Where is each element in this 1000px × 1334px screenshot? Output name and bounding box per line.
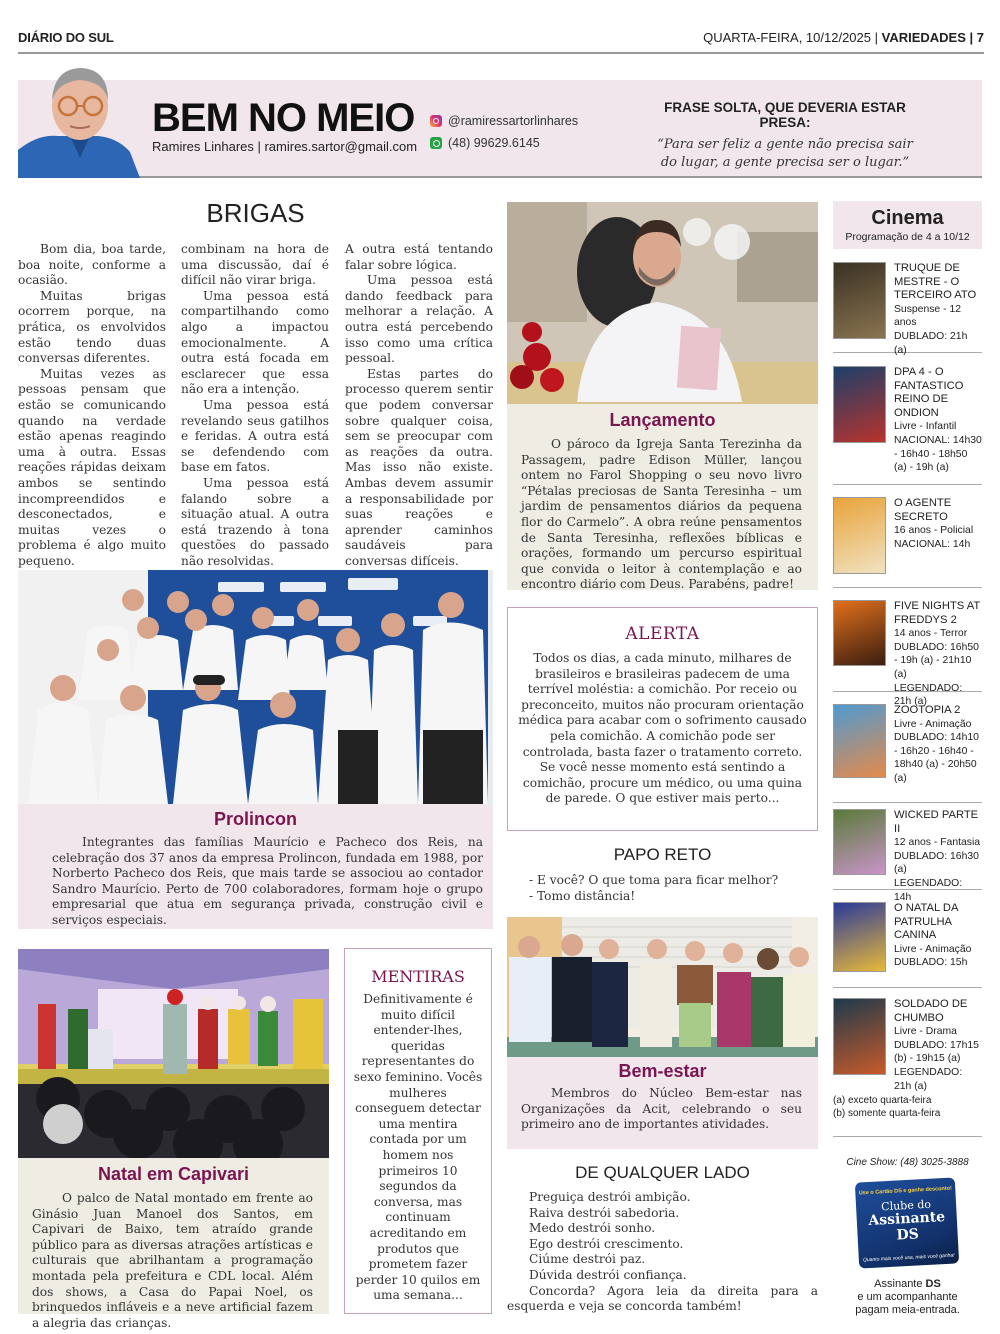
column-byline: Ramires Linhares | ramires.sartor@gmail.com — [152, 139, 418, 154]
paragraph: Uma pessoa está falando sobre a situação atual. A outra está trazendo à tona questões do passado não resolvidas. — [181, 475, 329, 568]
movie-item — [833, 809, 982, 903]
paragraph: Bom dia, boa tarde, boa noite, conforme a ocasião. — [18, 242, 166, 288]
movie-poster — [833, 809, 886, 875]
legend-b: (b) somente quarta-feira — [833, 1108, 941, 1119]
natal-text — [18, 1185, 329, 1331]
papo-reto — [507, 845, 818, 904]
paragraph: Membros do Núcleo Bem-estar nas Organizações da Acit, celebrando o seu primeiro ano de importantes atividades. — [521, 1086, 802, 1132]
alerta-text: Todos os dias, a cada minuto, milhares de brasileiros e brasileiras padecem de uma terrível moléstia: a comichão. Por receio ou preconceito, muitos não procuram orientação médica para acabar com o sofrimento causado pela comichão. A comichão pode ser controlada, basta fazer o tratamento correto. Se você nesse momento está sentindo a comichão, procure um médico, ou uma quina de parede. O que estiver mais perto... — [518, 651, 807, 806]
page-number: | 7 — [969, 30, 984, 45]
mentiras-title: MENTIRAS — [371, 967, 465, 986]
movie-info — [886, 704, 982, 802]
section-name: VARIEDADES — [881, 30, 966, 45]
instagram-handle: @ramiressartorlinhares — [448, 114, 579, 128]
paragraph: A outra está tentando falar sobre lógica. — [345, 242, 493, 272]
social-contacts — [430, 110, 578, 154]
movie-times: DUBLADO: 15h — [894, 957, 968, 969]
paragraph: O pároco da Igreja Santa Terezinha da Passagem, padre Edison Müller, lançou ontem no Farol Shopping o seu novo livro “Pétalas preciosas de Santa Teresinha – um jardim de pensamentos diários da pequena flor do Carmelo”. A obra reúne pensamentos de Santa Teresinha, reflexões bíblicas e orações, formando um percurso espiritual que convida o leitor à contemplação e ao encontro diário com Deus. Parabéns, padre! — [521, 437, 802, 592]
column-title: BEM NO MEIO — [152, 96, 415, 140]
dql-line: Ciúme destrói paz. — [529, 1252, 646, 1267]
movie-info — [886, 902, 982, 987]
lancamento-title: Lançamento — [609, 410, 716, 430]
whatsapp-number: (48) 99629.6145 — [448, 136, 540, 150]
movie-genre: Livre - Drama — [894, 1026, 957, 1038]
assinante-bold: DS — [925, 1278, 941, 1290]
masthead — [18, 30, 984, 54]
card-top-text: Use o Cartão DS e ganhe desconto! — [858, 1185, 953, 1197]
lancamento-text — [507, 431, 818, 593]
movie-info — [886, 262, 982, 356]
dialogue-line: - Tomo distância! — [529, 888, 636, 903]
instagram-icon — [430, 115, 442, 127]
dql-text — [507, 1190, 818, 1315]
movie-info — [886, 497, 982, 587]
paragraph: Integrantes das famílias Maurício e Pacheco dos Reis, na celebração dos 37 anos da empresa Prolincon, fundada em 1988, por Norberto Pacheco dos Reis, que mais tarde se associou ao contador Sandro Maurício. Perto de 700 colaboradores, formam hoje o grupo empresarial que atua em segurança privada, construção civil e serviços especiais. — [52, 835, 483, 927]
movie-genre: Livre - Infantil — [894, 421, 957, 433]
frase-solta — [640, 100, 930, 172]
movie-title: FIVE NIGHTS AT FREDDYS 2 — [894, 600, 980, 626]
paper-name: DIÁRIO DO SUL — [18, 30, 114, 45]
cinema-title: Cinema — [871, 207, 944, 229]
whatsapp-contact — [430, 132, 578, 154]
movie-info — [886, 809, 982, 903]
paragraph: Muitas brigas ocorrem porque, na prática, os envolvidos estão tendo duas conversas diferentes. — [18, 288, 166, 366]
movie-item — [833, 902, 982, 988]
cinema-header — [833, 201, 982, 249]
mentiras-text: Definitivamente é muito difícil entender-lhes, queridas representantes do sexo feminino. Vocês mulheres conseguem detectar uma mentira contada por um homem nos primeiros 10 segundos da conversa, mas continuam acreditando em produtos que prometem fazer perder 10 quilos em uma semana... — [353, 992, 483, 1303]
prolincon-text — [18, 830, 493, 929]
dql-title: DE QUALQUER LADO — [575, 1163, 750, 1182]
mentiras-box — [344, 948, 492, 1314]
natal-photo — [18, 949, 329, 1158]
natal-title: Natal em Capivari — [97, 1164, 250, 1184]
brigas-column-2 — [181, 242, 329, 616]
movie-poster — [833, 366, 886, 443]
movie-item — [833, 497, 982, 588]
brigas-column-3 — [345, 242, 493, 616]
cinema-subtitle: Programação de 4 a 10/12 — [845, 231, 970, 243]
movie-title: TRUQUE DE MESTRE - O TERCEIRO ATO — [894, 262, 977, 302]
card-bottom-text: Quanto mais você usa, mais você ganha! — [862, 1252, 955, 1264]
movie-genre: 14 anos - Terror — [894, 628, 968, 640]
bem-estar-caption — [507, 1057, 818, 1149]
movie-item — [833, 704, 982, 803]
movie-title: ZOOTOPIA 2 — [894, 704, 961, 716]
prolincon-title: Prolincon — [213, 809, 297, 829]
movie-times: DUBLADO: 17h15 (b) - 19h15 (a) — [894, 1039, 979, 1065]
paragraph: Uma pessoa está revelando seus gatilhos e feridas. A outra está se defendendo com base em fatos. — [181, 397, 329, 475]
dql-line: Raiva destrói sabedoria. — [529, 1205, 680, 1220]
bem-estar-text — [507, 1082, 818, 1133]
movie-genre: Livre - Animação — [894, 943, 972, 955]
dql-line: Dúvida destrói confiança. — [529, 1267, 687, 1282]
assinante-line3: pagam meia-entrada. — [855, 1304, 960, 1316]
alerta-box — [507, 607, 818, 831]
frase-heading: FRASE SOLTA, QUE DEVERIA ESTAR PRESA: — [664, 100, 906, 130]
movie-genre: Suspense - 12 anos — [894, 303, 962, 329]
paragraph: Muitas vezes as pessoas pensam que estão se comunicando quando na verdade estão apenas reagindo uma à outra. Essas reações rápidas deixam ambos se sentindo incompreendidos e desconectados, e muitas vezes o problema é algo muito pequeno. — [18, 366, 166, 568]
movie-times: NACIONAL: 14h30 - 16h40 - 18h50 (a) - 19h (a) — [894, 434, 982, 474]
assinante-pre: Assinante — [874, 1278, 926, 1290]
movie-genre: 12 anos - Fantasia — [894, 837, 981, 849]
alerta-title: ALERTA — [625, 624, 700, 644]
movie-item — [833, 262, 982, 356]
instagram-contact — [430, 110, 578, 132]
paragraph: combinam na hora de uma discussão, daí é difícil não virar briga. — [181, 242, 329, 288]
assinante-line2: e um acompanhante — [857, 1291, 958, 1303]
movie-poster — [833, 497, 886, 574]
divider — [833, 1136, 982, 1137]
card-line1: Clube do — [880, 1197, 932, 1214]
bem-estar-title: Bem-estar — [618, 1061, 707, 1081]
movie-item — [833, 366, 982, 485]
brigas-column-1 — [18, 242, 166, 601]
frase-line: “Para ser feliz a gente não precisa sair — [657, 137, 913, 152]
clube-assinante-card — [855, 1177, 959, 1268]
paragraph: Uma pessoa está compartilhando como algo a impactou emocionalmente. A outra está focada em esclarecer que essa não era a intenção. — [181, 288, 329, 397]
lancamento-caption — [507, 404, 818, 590]
prolincon-photo — [18, 570, 493, 804]
movie-times: LEGENDADO: 21h (a) — [894, 682, 963, 708]
de-qualquer-lado — [507, 1163, 818, 1315]
columnist-photo — [18, 62, 140, 178]
edition-date: QUARTA-FEIRA, 10/12/2025 | — [703, 30, 878, 45]
cine-show-phone: Cine Show: (48) 3025-3888 — [846, 1157, 969, 1168]
whatsapp-icon — [430, 137, 442, 149]
movie-title: DPA 4 - O FANTASTICO REINO DE ONDION — [894, 366, 964, 419]
dql-line: Medo destrói sonho. — [529, 1221, 656, 1236]
papo-reto-title: PAPO RETO — [613, 845, 712, 864]
legend-a: (a) exceto quarta-feira — [833, 1095, 932, 1106]
natal-caption — [18, 1158, 329, 1330]
paragraph: O palco de Natal montado em frente ao Ginásio Juan Manoel dos Santos, em Capivari de Baixo, tem atraído grande público para as diversas atrações artísticas e culturais que abrilhantam a programação montada pela prefeitura e CDL local. Além dos shows, a Casa do Papai Noel, os brinquedos infláveis e a neve artificial fazem a alegria das crianças. — [32, 1191, 313, 1330]
papo-reto-text — [507, 873, 818, 904]
prolincon-caption — [18, 804, 493, 929]
dialogue-line: - E você? O que toma para ficar melhor? — [529, 873, 779, 887]
page-info — [703, 30, 984, 45]
movie-poster — [833, 600, 886, 666]
movie-poster — [833, 704, 886, 778]
movie-title: O AGENTE SECRETO — [894, 497, 952, 523]
movie-times: LEGENDADO: 21h (a) — [894, 1066, 963, 1092]
cinema-legend — [833, 1094, 940, 1120]
dql-line: Preguiça destrói ambição. — [529, 1190, 691, 1204]
movie-times: NACIONAL: 14h — [894, 538, 971, 550]
movie-times: LEGENDADO: 14h — [894, 877, 963, 903]
paragraph: Estas partes do processo querem sentir que podem conversar sobre qualquer coisa, sem se preocupar com as reações da outra. Mas isso não existe. Ambas devem assumir a responsabilidade por suas reações e aprender caminhos saudáveis para conversas difíceis. — [345, 366, 493, 568]
brigas-title: BRIGAS — [206, 198, 305, 228]
bem-estar-photo — [507, 917, 818, 1057]
movie-genre: Livre - Animação — [894, 718, 972, 730]
movie-title: WICKED PARTE II — [894, 809, 979, 835]
movie-times: DUBLADO: 16h50 - 19h (a) - 21h10 (a) — [894, 641, 979, 680]
movie-info — [886, 600, 982, 708]
movie-item — [833, 600, 982, 708]
dql-line: Ego destrói crescimento. — [529, 1236, 684, 1251]
movie-title: O NATAL DA PATRULHA CANINA — [894, 902, 958, 942]
movie-genre: 16 anos - Policial — [894, 525, 974, 537]
movie-times: DUBLADO: 16h30 (a) — [894, 850, 979, 876]
movie-poster — [833, 262, 886, 339]
movie-title: SOLDADO DE CHUMBO — [894, 998, 968, 1024]
movie-poster — [833, 902, 886, 972]
movie-poster — [833, 998, 886, 1075]
assinante-note — [833, 1278, 982, 1317]
movie-info — [886, 998, 982, 1092]
card-line2: Assinante DS — [868, 1209, 946, 1244]
movie-times: DUBLADO: 14h10 - 16h20 - 16h40 - 18h40 (a) - 20h50 (a) — [894, 732, 979, 784]
movie-item — [833, 998, 982, 1092]
lancamento-photo — [507, 202, 818, 404]
paragraph: Uma pessoa está dando feedback para melhorar a relação. A outra está percebendo isso como uma crítica pessoal. — [345, 273, 493, 366]
movie-times: DUBLADO: 21h (a) — [894, 330, 968, 356]
frase-line: do lugar, a gente precisa ser o lugar.” — [660, 155, 910, 170]
frase-quote — [640, 136, 930, 172]
movie-info — [886, 366, 982, 484]
dql-line: Concorda? Agora leia da direita para a esquerda e veja se concorda também! — [507, 1283, 818, 1314]
